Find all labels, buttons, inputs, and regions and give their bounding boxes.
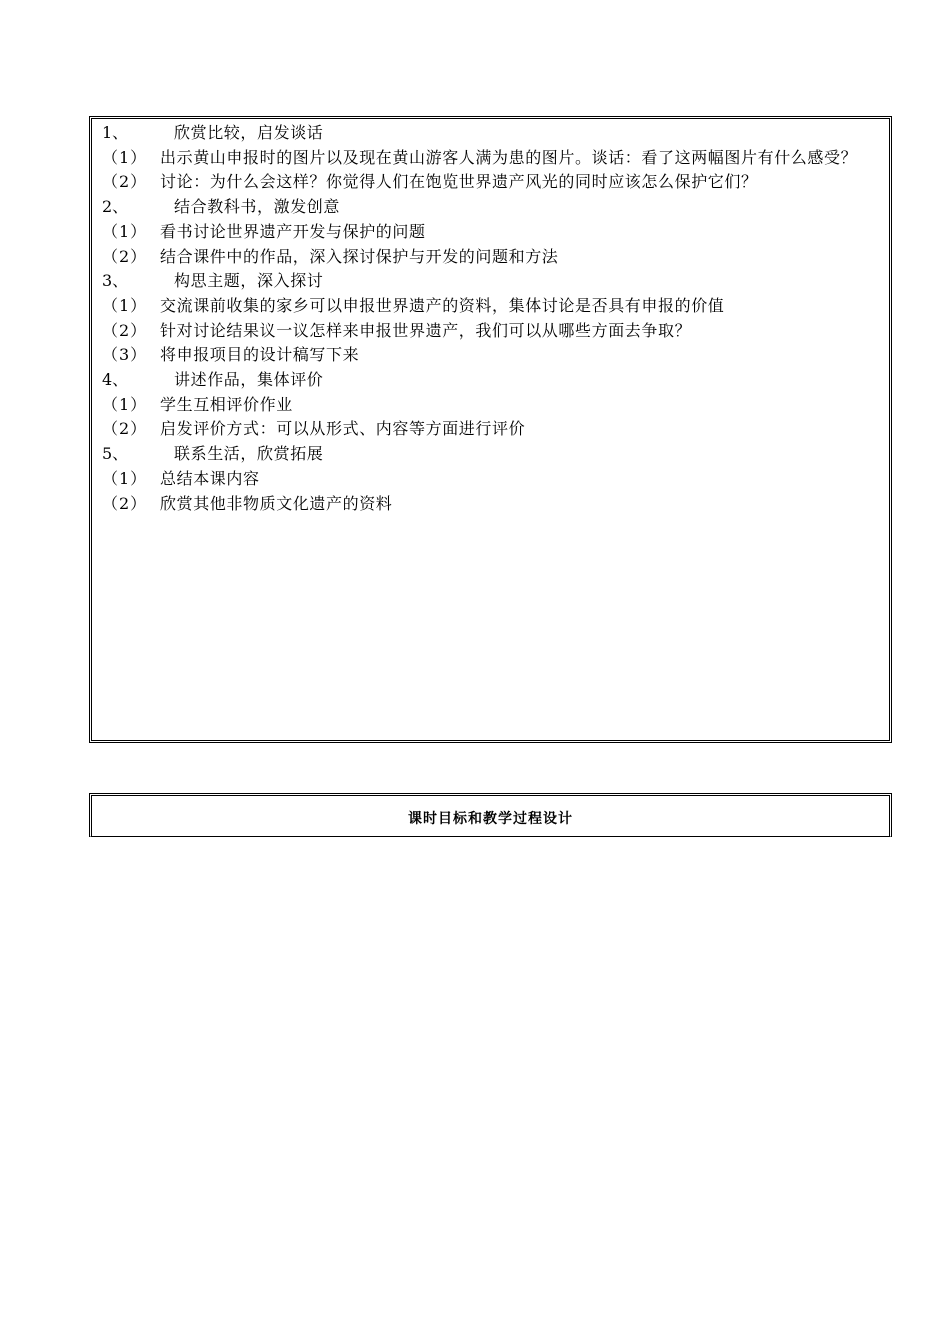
list-item	[102, 492, 883, 517]
item-text: 出示黄山申报时的图片以及现在黄山游客人满为患的图片。谈话：看了这两幅图片有什么感受？	[160, 147, 858, 167]
section-number: 5、	[102, 444, 129, 464]
table-header-box	[89, 793, 892, 837]
item-text: 欣赏其他非物质文化遗产的资料	[160, 493, 393, 513]
section-heading-text: 联系生活，欣赏拓展	[174, 444, 324, 464]
teaching-process-box	[89, 116, 892, 743]
list-item	[102, 294, 883, 319]
item-number: （2）	[102, 172, 148, 192]
list-item	[102, 245, 883, 270]
list-item	[102, 146, 883, 171]
item-text: 总结本课内容	[160, 468, 260, 488]
section-heading-text: 构思主题，深入探讨	[174, 271, 324, 291]
list-item	[102, 393, 883, 418]
section-number: 2、	[102, 197, 129, 217]
list-item	[102, 220, 883, 245]
table-title: 课时目标和教学过程设计	[408, 811, 573, 827]
section-heading-text: 欣赏比较，启发谈话	[174, 123, 324, 142]
item-number: （2）	[102, 493, 148, 513]
item-text: 启发评价方式：可以从形式、内容等方面进行评价	[160, 419, 526, 439]
item-number: （3）	[102, 345, 148, 365]
item-text: 将申报项目的设计稿写下来	[160, 345, 360, 365]
section-heading	[102, 121, 883, 146]
item-number: （2）	[102, 419, 148, 439]
section-number: 1、	[102, 123, 129, 142]
item-number: （1）	[102, 295, 148, 315]
section-heading-text: 结合教科书，激发创意	[174, 197, 341, 217]
section-heading	[102, 269, 883, 294]
teaching-process-content	[102, 121, 883, 516]
section-number: 3、	[102, 271, 129, 291]
section-number: 4、	[102, 370, 129, 390]
list-item	[102, 319, 883, 344]
section-heading	[102, 442, 883, 467]
item-number: （1）	[102, 147, 148, 167]
item-text: 交流课前收集的家乡可以申报世界遗产的资料，集体讨论是否具有申报的价值	[160, 295, 725, 315]
item-number: （1）	[102, 394, 148, 414]
list-item	[102, 467, 883, 492]
section-heading-text: 讲述作品，集体评价	[174, 370, 324, 390]
item-text: 针对讨论结果议一议怎样来申报世界遗产，我们可以从哪些方面去争取？	[160, 320, 692, 340]
item-text: 看书讨论世界遗产开发与保护的问题	[160, 221, 426, 241]
list-item	[102, 417, 883, 442]
item-number: （1）	[102, 221, 148, 241]
section-heading	[102, 195, 883, 220]
list-item	[102, 343, 883, 368]
item-text: 结合课件中的作品，深入探讨保护与开发的问题和方法	[160, 246, 559, 266]
section-heading	[102, 368, 883, 393]
item-text: 学生互相评价作业	[160, 394, 293, 414]
item-number: （1）	[102, 468, 148, 488]
list-item	[102, 170, 883, 195]
item-number: （2）	[102, 246, 148, 266]
item-text: 讨论：为什么会这样？你觉得人们在饱览世界遗产风光的同时应该怎么保护它们？	[160, 172, 758, 192]
item-number: （2）	[102, 320, 148, 340]
